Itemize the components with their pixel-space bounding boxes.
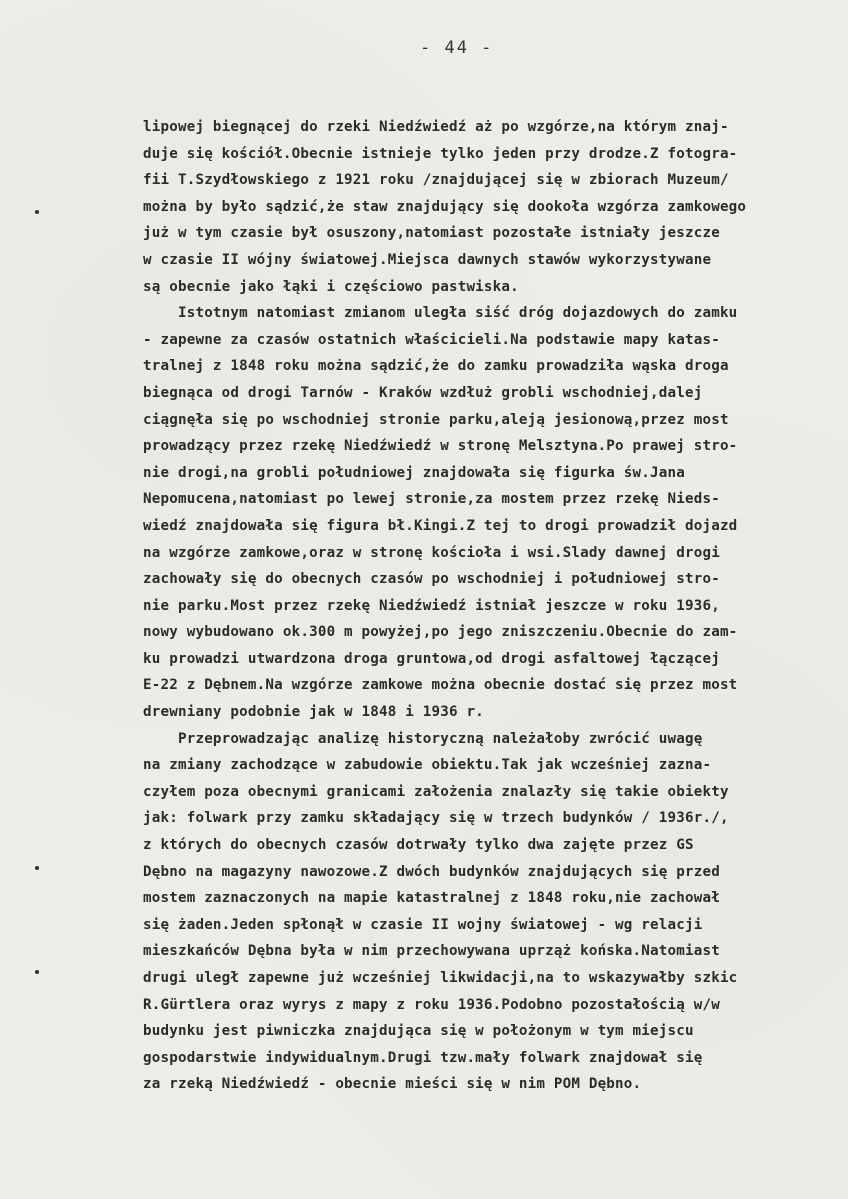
text-line: biegnąca od drogi Tarnów - Kraków wzdłuż grobli wschodniej,dalej [143, 384, 703, 401]
text-line: za rzeką Niedźwiedź - obecnie mieści się w nim POM Dębno. [143, 1076, 642, 1093]
text-line: E-22 z Dębnem.Na wzgórze zamkowe można obecnie dostać się przez most [143, 677, 738, 694]
text-line: czyłem poza obecnymi granicami założenia znalazły się takie obiekty [143, 783, 729, 800]
text-line: drewniany podobnie jak w 1848 i 1936 r. [143, 704, 484, 721]
text-line: z których do obecnych czasów dotrwały tylko dwa zajęte przez GS [143, 837, 694, 854]
text-line: nie drogi,na grobli południowej znajdowała się figurka św.Jana [143, 464, 685, 481]
text-line: drugi uległ zapewne już wcześniej likwidacji,na to wskazywałby szkic [143, 970, 738, 986]
binding-hole-mark-middle [35, 866, 39, 870]
text-line: wiedź znajdowała się figura bł.Kingi.Z tej to drogi prowadził dojazd [143, 517, 738, 534]
text-line: są obecnie jako łąki i częściowo pastwiska. [143, 278, 519, 295]
binding-hole-mark-bottom [35, 970, 39, 974]
text-line: można by było sądzić,że staw znajdujący się dookoła wzgórza zamkowego [143, 198, 747, 215]
text-line: mostem zaznaczonych na mapie katastralnej z 1848 roku,nie zachował [143, 890, 720, 907]
text-line: budynku jest piwniczka znajdująca się w położonym w tym miejscu [143, 1023, 694, 1040]
typewritten-text-body [143, 114, 833, 1098]
text-line: - zapewne za czasów ostatnich właścicieli.Na podstawie mapy katas- [143, 331, 720, 348]
text-line: nie parku.Most przez rzekę Niedźwiedź istniał jeszcze w roku 1936, [143, 597, 720, 614]
text-line: ku prowadzi utwardzona droga gruntowa,od drogi asfaltowej łączącej [143, 650, 720, 667]
text-line: zachowały się do obecnych czasów po wschodniej i południowej stro- [143, 571, 720, 588]
text-line: Przeprowadzając analizę historyczną należałoby zwrócić uwagę [143, 730, 703, 747]
binding-hole-mark-top [35, 210, 39, 214]
text-line: lipowej biegnącej do rzeki Niedźwiedź aż po wzgórze,na którym znaj- [143, 119, 729, 135]
text-line: tralnej z 1848 roku można sądzić,że do zamku prowadziła wąska droga [143, 358, 729, 375]
text-line: w czasie II wójny światowej.Miejsca dawnych stawów wykorzystywane [143, 251, 712, 268]
text-line: duje się kościół.Obecnie istnieje tylko jeden przy drodze.Z fotogra- [143, 145, 738, 162]
text-line: ciągnęła się po wschodniej stronie parku,aleją jesionową,przez most [143, 411, 729, 428]
text-line: Nepomucena,natomiast po lewej stronie,za mostem przez rzekę Nieds- [143, 491, 720, 508]
text-line: gospodarstwie indywidualnym.Drugi tzw.mały folwark znajdował się [143, 1049, 703, 1066]
text-line: jak: folwark przy zamku składający się w trzech budynków / 1936r./, [143, 810, 729, 827]
text-line: na zmiany zachodzące w zabudowie obiektu.Tak jak wcześniej zazna- [143, 757, 712, 774]
text-line: Istotnym natomiast zmianom uległa siść dróg dojazdowych do zamku [143, 305, 738, 322]
text-line: mieszkańców Dębna była w nim przechowywana uprząż końska.Natomiast [143, 943, 720, 960]
text-line: fii T.Szydłowskiego z 1921 roku /znajdującej się w zbiorach Muzeum/ [143, 172, 729, 189]
text-line: nowy wybudowano ok.300 m powyżej,po jego zniszczeniu.Obecnie do zam- [143, 624, 738, 641]
text-line: R.Gürtlera oraz wyrys z mapy z roku 1936.Podobno pozostałością w/w [143, 996, 720, 1013]
page-number: - 44 - [420, 38, 494, 58]
text-line: Dębno na magazyny nawozowe.Z dwóch budynków znajdujących się przed [143, 863, 720, 880]
text-line: już w tym czasie był osuszony,natomiast pozostałe istniały jeszcze [143, 225, 720, 242]
text-line: się żaden.Jeden spłonął w czasie II wojny światowej - wg relacji [143, 916, 703, 933]
text-line: prowadzący przez rzekę Niedźwiedź w stronę Melsztyna.Po prawej stro- [143, 438, 738, 455]
text-line: na wzgórze zamkowe,oraz w stronę kościoła i wsi.Slady dawnej drogi [143, 544, 720, 561]
